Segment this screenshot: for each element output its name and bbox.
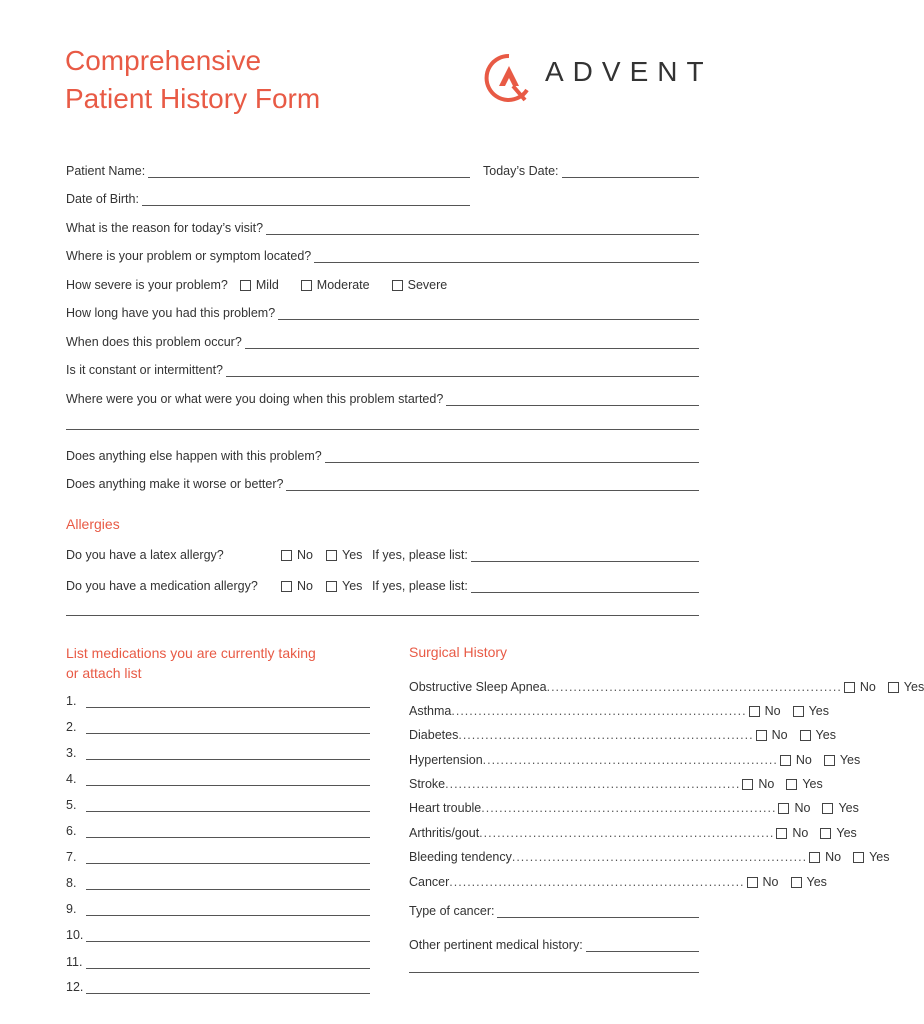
type-of-cancer-row (409, 900, 699, 918)
surgical-row (409, 724, 836, 742)
location-field[interactable] (314, 250, 699, 263)
surgical-no-label: No (825, 850, 842, 864)
logo-text: ADVENT (545, 56, 713, 87)
latex-allergy-label: Do you have a latex allergy? (66, 548, 224, 562)
surgical-item-label: Hypertension (409, 753, 483, 767)
severity-row (66, 272, 699, 292)
leader-dots: .................................................................. (482, 753, 778, 767)
surgical-yes-option[interactable] (791, 875, 827, 889)
surgical-no-checkbox[interactable] (747, 877, 758, 888)
else-happen-row (66, 443, 699, 463)
surgical-no-label: No (794, 801, 811, 815)
patient-name-row (66, 158, 470, 178)
latex-if-yes-label: If yes, please list: (372, 548, 468, 562)
surgical-item-label: Obstructive Sleep Apnea (409, 680, 547, 694)
surgical-no-option[interactable] (742, 777, 774, 791)
surgical-yes-label: Yes (815, 728, 836, 742)
surgical-no-label: No (758, 777, 775, 791)
medications-heading-line-2: or attach list (66, 665, 142, 681)
medication-number: 6. (66, 824, 77, 838)
surgical-yes-checkbox[interactable] (824, 755, 835, 766)
latex-yes-option[interactable] (326, 548, 372, 562)
other-history-row (409, 934, 699, 952)
medication-number: 4. (66, 772, 77, 786)
type-of-cancer-label: Type of cancer: (409, 904, 495, 918)
medication-row (66, 951, 370, 969)
how-long-row (66, 300, 699, 320)
surgical-item-label: Arthritis/gout (409, 826, 480, 840)
surgical-no-option[interactable] (780, 753, 812, 767)
surgical-no-checkbox[interactable] (778, 803, 789, 814)
medication-row (66, 872, 370, 890)
medication-row (66, 924, 370, 942)
medication-field[interactable] (86, 799, 370, 812)
leader-dots: .................................................................. (511, 850, 808, 864)
advent-logo-icon (483, 52, 535, 104)
reason-label: What is the reason for today’s visit? (66, 221, 264, 235)
surgical-yes-label: Yes (802, 777, 823, 791)
medication-field[interactable] (86, 695, 370, 708)
medication-no-option[interactable] (281, 579, 326, 593)
surgical-item-label: Stroke (409, 777, 446, 791)
medication-allergy-label: Do you have a medication allergy? (66, 579, 258, 593)
medication-number: 7. (66, 850, 77, 864)
medications-heading-line-1: List medications you are currently taking (66, 645, 316, 661)
when-occur-field[interactable] (245, 336, 699, 349)
medication-row (66, 742, 370, 760)
patient-name-label: Patient Name: (66, 164, 146, 178)
medication-field[interactable] (86, 903, 370, 916)
surgical-no-checkbox[interactable] (776, 828, 787, 839)
surgical-no-option[interactable] (844, 680, 876, 694)
surgical-row (409, 749, 861, 767)
severe-label: Severe (407, 278, 448, 292)
leader-dots: .................................................................. (451, 704, 747, 718)
medication-number: 5. (66, 798, 77, 812)
medication-field[interactable] (86, 929, 370, 942)
severity-moderate-option[interactable] (301, 278, 370, 292)
else-happen-field[interactable] (325, 450, 699, 463)
leader-dots: .................................................................. (479, 826, 775, 840)
dob-label: Date of Birth: (66, 192, 139, 206)
surgical-row (409, 676, 924, 694)
severity-mild-option[interactable] (240, 278, 279, 292)
todays-date-label: Today’s Date: (483, 164, 559, 178)
when-occur-row (66, 329, 699, 349)
medication-row (66, 690, 370, 708)
latex-no-label: No (297, 548, 313, 562)
medication-row (66, 846, 370, 864)
surgical-no-checkbox[interactable] (756, 730, 767, 741)
surgical-no-label: No (795, 753, 812, 767)
medication-if-yes-label: If yes, please list: (372, 579, 468, 593)
medication-field[interactable] (86, 825, 370, 838)
medication-no-label: No (297, 579, 313, 593)
constant-label: Is it constant or intermittent? (66, 363, 224, 377)
medication-field[interactable] (86, 721, 370, 734)
surgical-yes-checkbox[interactable] (888, 682, 899, 693)
surgical-row (409, 846, 890, 864)
medication-row (66, 898, 370, 916)
surgical-yes-option[interactable] (822, 801, 858, 815)
surgical-yes-label: Yes (839, 753, 861, 767)
surgical-no-option[interactable] (749, 704, 781, 718)
surgical-yes-option[interactable] (786, 777, 822, 791)
surgical-history-heading: Surgical History (409, 644, 508, 660)
medication-field[interactable] (86, 981, 370, 994)
how-long-label: How long have you had this problem? (66, 306, 276, 320)
worse-better-field[interactable] (286, 478, 699, 491)
reason-field[interactable] (266, 222, 699, 235)
surgical-yes-label: Yes (869, 850, 890, 864)
medication-number: 8. (66, 876, 77, 890)
surgical-no-checkbox[interactable] (780, 755, 791, 766)
worse-better-row (66, 471, 699, 491)
surgical-yes-label: Yes (903, 680, 924, 694)
surgical-yes-checkbox[interactable] (853, 852, 864, 863)
medication-row (66, 794, 370, 812)
medication-allergy-row (66, 573, 699, 593)
surgical-yes-option[interactable] (853, 850, 889, 864)
latex-no-option[interactable] (281, 548, 326, 562)
location-label: Where is your problem or symptom located? (66, 249, 312, 263)
surgical-yes-option[interactable] (888, 680, 924, 694)
surgical-yes-checkbox[interactable] (786, 779, 797, 790)
medication-field[interactable] (86, 851, 370, 864)
surgical-no-option[interactable] (756, 728, 788, 742)
medication-yes-option[interactable] (326, 579, 372, 593)
surgical-no-label: No (762, 875, 779, 889)
moderate-label: Moderate (316, 278, 370, 292)
medication-number: 10. (66, 928, 84, 942)
surgical-yes-checkbox[interactable] (791, 877, 802, 888)
medication-row (66, 976, 370, 994)
surgical-yes-option[interactable] (820, 826, 856, 840)
surgical-no-label: No (859, 680, 876, 694)
other-history-extra-line[interactable] (409, 972, 699, 973)
surgical-row (409, 700, 829, 718)
else-happen-label: Does anything else happen with this problem? (66, 449, 322, 463)
surgical-no-checkbox[interactable] (742, 779, 753, 790)
leader-dots: .................................................................. (481, 801, 777, 815)
latex-yes-label: Yes (342, 548, 363, 562)
reason-row (66, 215, 699, 235)
surgical-yes-option[interactable] (800, 728, 836, 742)
severe-checkbox[interactable] (392, 280, 403, 291)
surgical-row (409, 822, 857, 840)
severity-severe-option[interactable] (392, 278, 448, 292)
surgical-yes-label: Yes (806, 875, 827, 889)
surgical-no-option[interactable] (776, 826, 808, 840)
medication-list-field[interactable] (471, 580, 699, 593)
todays-date-row (483, 158, 699, 178)
medication-number: 2. (66, 720, 77, 734)
medications-heading (66, 643, 316, 683)
medication-number: 3. (66, 746, 77, 760)
other-history-label: Other pertinent medical history: (409, 938, 583, 952)
location-row (66, 243, 699, 263)
surgical-no-label: No (771, 728, 788, 742)
medication-row (66, 820, 370, 838)
surgical-no-option[interactable] (747, 875, 779, 889)
surgical-row (409, 871, 827, 889)
where-started-row (66, 386, 699, 406)
medication-yes-checkbox[interactable] (326, 581, 337, 592)
mild-label: Mild (255, 278, 279, 292)
other-history-field[interactable] (586, 939, 699, 952)
surgical-item-label: Bleeding tendency (409, 850, 512, 864)
medication-field[interactable] (86, 773, 370, 786)
constant-field[interactable] (226, 364, 699, 377)
leader-dots: .................................................................. (445, 777, 741, 791)
advent-logo (483, 52, 713, 104)
surgical-yes-label: Yes (836, 826, 857, 840)
surgical-item-label: Diabetes (409, 728, 459, 742)
mild-checkbox[interactable] (240, 280, 251, 291)
surgical-no-option[interactable] (809, 850, 841, 864)
surgical-yes-checkbox[interactable] (800, 730, 811, 741)
how-long-field[interactable] (278, 307, 699, 320)
medication-number: 12. (66, 980, 84, 994)
allergies-heading: Allergies (66, 516, 120, 532)
todays-date-field[interactable] (562, 165, 699, 178)
title-line-1: Comprehensive (65, 45, 262, 76)
surgical-no-checkbox[interactable] (809, 852, 820, 863)
dob-row (66, 186, 470, 206)
leader-dots: .................................................................. (458, 728, 754, 742)
severity-label: How severe is your problem? (66, 278, 228, 292)
medication-field[interactable] (86, 877, 370, 890)
surgical-no-label: No (792, 826, 809, 840)
surgical-yes-option[interactable] (824, 753, 860, 767)
surgical-yes-label: Yes (838, 801, 859, 815)
medication-no-checkbox[interactable] (281, 581, 292, 592)
surgical-yes-label: Yes (808, 704, 829, 718)
dob-field[interactable] (142, 193, 470, 206)
surgical-no-label: No (764, 704, 781, 718)
latex-allergy-row (66, 542, 699, 562)
surgical-no-checkbox[interactable] (844, 682, 855, 693)
constant-row (66, 357, 699, 377)
moderate-checkbox[interactable] (301, 280, 312, 291)
surgical-row (409, 773, 823, 791)
medication-row (66, 716, 370, 734)
surgical-yes-checkbox[interactable] (793, 706, 804, 717)
patient-name-field[interactable] (148, 165, 470, 178)
medication-yes-label: Yes (342, 579, 363, 593)
where-started-extra-line[interactable] (66, 429, 699, 430)
medication-row (66, 768, 370, 786)
medication-number: 11. (66, 955, 83, 969)
latex-list-field[interactable] (471, 549, 699, 562)
surgical-yes-checkbox[interactable] (820, 828, 831, 839)
type-of-cancer-field[interactable] (497, 905, 699, 918)
leader-dots: .................................................................. (546, 680, 842, 694)
surgical-no-checkbox[interactable] (749, 706, 760, 717)
surgical-item-label: Asthma (409, 704, 452, 718)
medication-field[interactable] (86, 956, 370, 969)
when-occur-label: When does this problem occur? (66, 335, 242, 349)
surgical-no-option[interactable] (778, 801, 810, 815)
where-started-label: Where were you or what were you doing when this problem started? (66, 392, 444, 406)
medication-number: 9. (66, 902, 77, 916)
form-title (65, 42, 320, 118)
surgical-item-label: Cancer (409, 875, 450, 889)
latex-no-checkbox[interactable] (281, 550, 292, 561)
latex-yes-checkbox[interactable] (326, 550, 337, 561)
where-started-field[interactable] (446, 393, 699, 406)
medication-field[interactable] (86, 747, 370, 760)
leader-dots: .................................................................. (449, 875, 745, 889)
surgical-item-label: Heart trouble (409, 801, 482, 815)
worse-better-label: Does anything make it worse or better? (66, 477, 284, 491)
surgical-row (409, 797, 859, 815)
title-line-2: Patient History Form (65, 83, 321, 114)
medication-number: 1. (66, 694, 77, 708)
allergy-extra-line[interactable] (66, 615, 699, 616)
surgical-yes-checkbox[interactable] (822, 803, 833, 814)
surgical-yes-option[interactable] (793, 704, 829, 718)
